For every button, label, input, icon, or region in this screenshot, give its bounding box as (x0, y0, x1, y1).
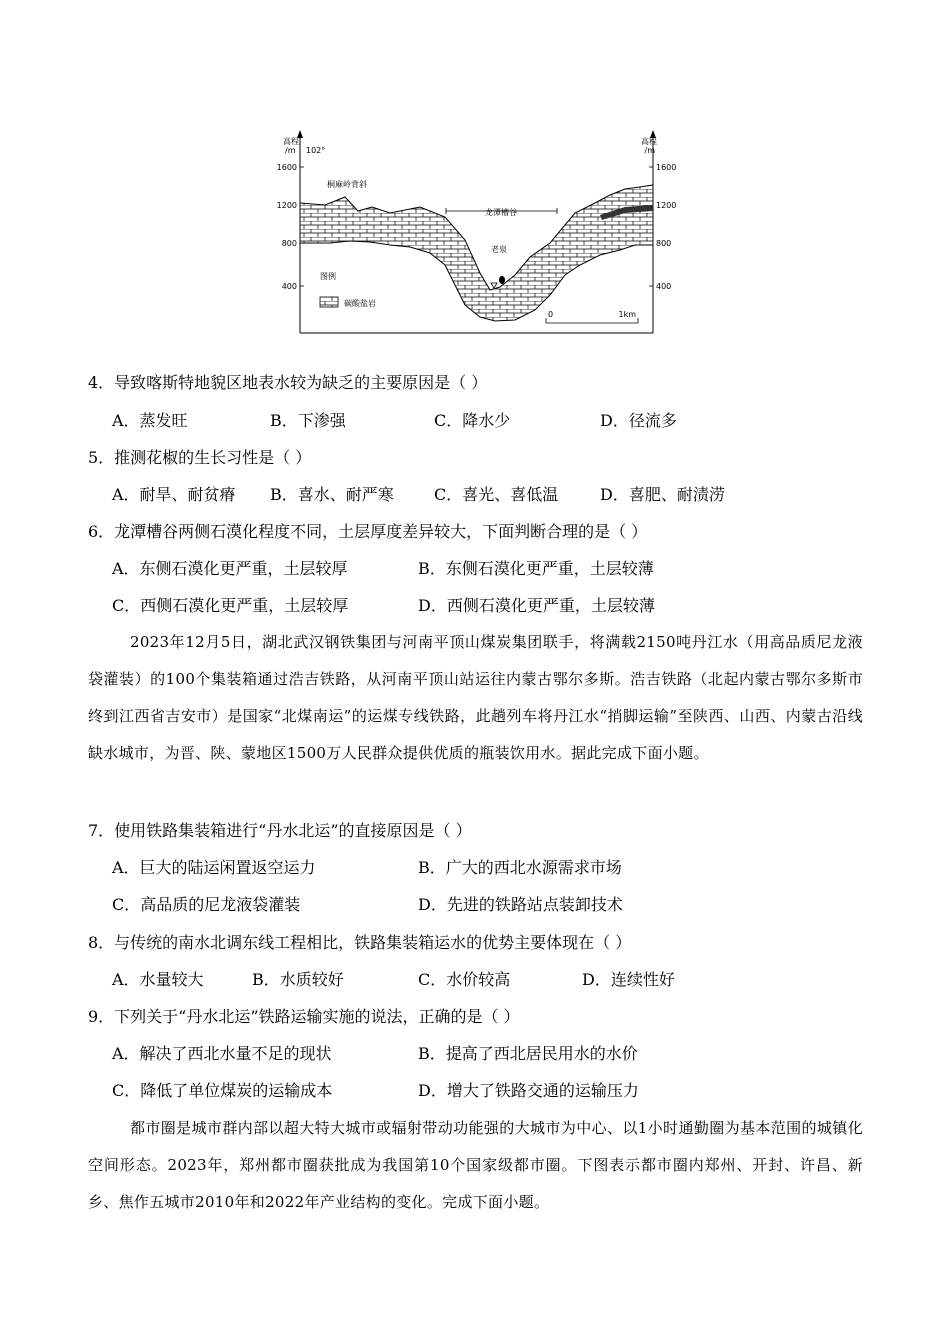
legend-swatch (320, 297, 338, 307)
scale-end: 1km (618, 310, 636, 319)
q7-option-d: D．先进的铁路站点装卸技术 (418, 895, 623, 914)
q6-option-b: B．东侧石漠化更严重，土层较薄 (418, 559, 654, 578)
q5-option-a: A．耐旱、耐贫瘠 (112, 485, 236, 504)
left-tick-1200: 1200 (276, 201, 297, 210)
question-5-stem: 5．推测花椒的生长习性是（ ） (88, 448, 312, 467)
passage-1: 2023年12月5日，湖北武汉钢铁集团与河南平顶山煤炭集团联手，将满载2150吨丹江水（用高品质尼龙液袋灌装）的100个集装箱通过浩吉铁路，从河南平顶山站运往内蒙古鄂尔多斯。浩吉铁路（北起内蒙古鄂尔多斯市终到江西省吉安市）是国家“北煤南运”的运煤专线铁路，此趟列车将丹江水“捎脚运输”至陕西、山西、内蒙古沿线缺水城市，为晋、陕、蒙地区1500万人民群众提供优质的瓶装饮用水。据此完成下面小题。 (88, 633, 863, 762)
q4-option-c: C．降水少 (434, 411, 511, 430)
left-tick-1600: 1600 (276, 163, 297, 172)
q9-option-c: C．降低了单位煤炭的运输成本 (112, 1081, 333, 1100)
q4-option-b: B．下渗强 (270, 411, 346, 430)
left-tick-800: 800 (281, 239, 297, 248)
direction-label: 102° (306, 146, 326, 155)
left-axis-unit: /m (285, 146, 296, 155)
scale-zero: 0 (548, 310, 554, 319)
passage-2: 都市圈是城市群内部以超大特大城市或辐射带动功能强的大城市为中心、以1小时通勤圈为基本范围的城镇化空间形态。2023年，郑州都市圈获批成为我国第10个国家级都市圈。下图表示都市圈内郑州、开封、许昌、新乡、焦作五城市2010年和2022年产业结构的变化。完成下面小题。 (88, 1119, 863, 1211)
cross-section-figure (276, 125, 677, 340)
right-tick-1200: 1200 (656, 201, 677, 210)
q5-option-b: B．喜水、耐严寒 (270, 485, 394, 504)
question-9-stem: 9．下列关于“丹水北运”铁路运输实施的说法，正确的是（ ） (88, 1007, 520, 1026)
q9-option-a: A．解决了西北水量不足的现状 (112, 1044, 332, 1063)
spring-label: 老泉 (491, 245, 507, 254)
spring-marker (499, 276, 505, 284)
q6-option-d: D．西侧石漠化更严重，土层较薄 (418, 596, 655, 615)
q9-option-b: B．提高了西北居民用水的水价 (418, 1044, 638, 1063)
legend-title: 图例 (320, 272, 336, 281)
right-tick-1600: 1600 (656, 163, 677, 172)
q7-option-b: B．广大的西北水源需求市场 (418, 858, 622, 877)
cross-section-svg (276, 125, 677, 340)
left-axis-label: 高程 (283, 137, 299, 146)
right-axis-unit: /m (644, 146, 655, 155)
q5-option-c: C．喜光、喜低温 (434, 485, 559, 504)
right-axis-label: 高程 (641, 137, 657, 146)
q8-option-c: C．水价较高 (418, 970, 511, 989)
q9-option-d: D．增大了铁路交通的运输压力 (418, 1081, 639, 1100)
question-4-stem: 4．导致喀斯特地貌区地表水较为缺乏的主要原因是（ ） (88, 373, 488, 392)
q7-option-c: C．高品质的尼龙液袋灌装 (112, 895, 301, 914)
legend-item-label: 碳酸盐岩 (344, 299, 376, 308)
q4-option-a: A．蒸发旺 (112, 411, 188, 430)
right-tick-400: 400 (656, 282, 672, 291)
right-tick-800: 800 (656, 239, 672, 248)
q7-option-a: A．巨大的陆运闲置返空运力 (112, 858, 316, 877)
q6-option-c: C．西侧石漠化更严重，土层较厚 (112, 596, 349, 615)
q8-option-d: D．连续性好 (582, 970, 675, 989)
q5-option-d: D．喜肥、耐渍涝 (600, 485, 725, 504)
question-6-stem: 6．龙潭槽谷两侧石漠化程度不同，土层厚度差异较大，下面判断合理的是（ ） (88, 522, 648, 541)
q6-option-a: A．东侧石漠化更严重，土层较厚 (112, 559, 348, 578)
anticline-label: 桐麻岭背斜 (327, 180, 367, 189)
q4-option-d: D．径流多 (600, 411, 677, 430)
valley-label: 龙潭槽谷 (485, 208, 517, 217)
question-7-stem: 7．使用铁路集装箱进行“丹水北运”的直接原因是（ ） (88, 821, 472, 840)
left-tick-400: 400 (281, 282, 297, 291)
question-8-stem: 8．与传统的南水北调东线工程相比，铁路集装箱运水的优势主要体现在（ ） (88, 933, 632, 952)
q8-option-b: B．水质较好 (252, 970, 344, 989)
q8-option-a: A．水量较大 (112, 970, 204, 989)
